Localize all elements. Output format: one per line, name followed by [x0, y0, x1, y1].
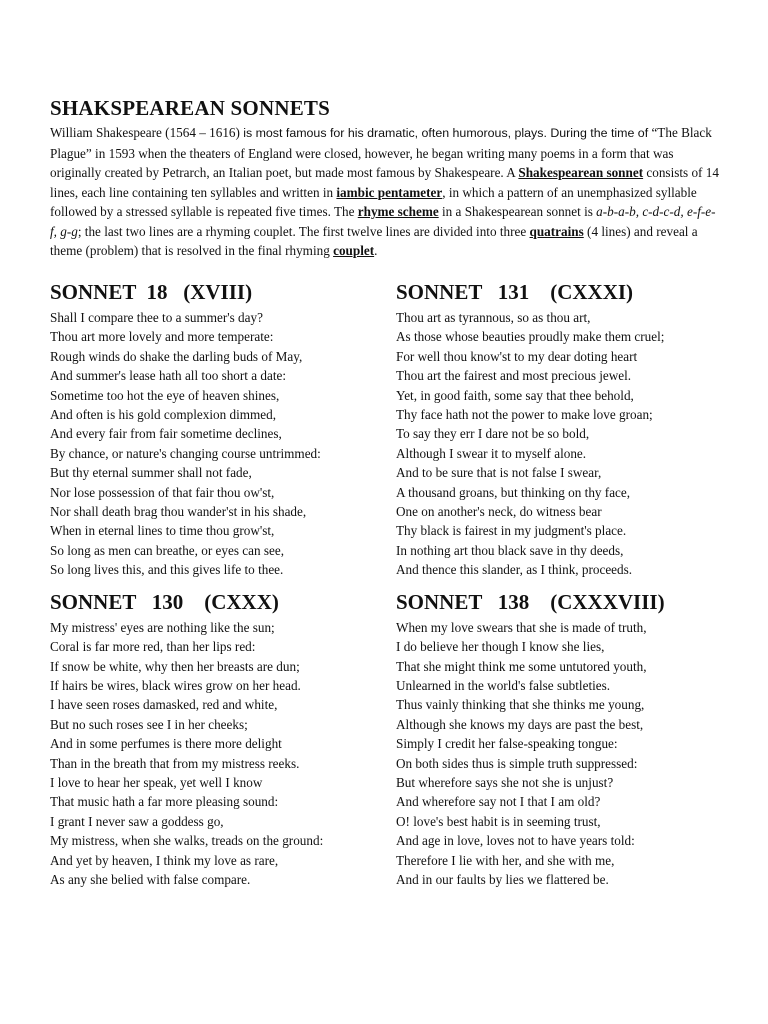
sonnet-line: Simply I credit her false-speaking tongue: [396, 736, 618, 752]
sonnet-line: I love to hear her speak, yet well I know [50, 774, 263, 790]
term-rhyme-scheme: rhyme scheme [357, 204, 439, 219]
sonnet-line: But thy eternal summer shall not fade, [50, 465, 252, 481]
intro-text-1: William Shakespeare (1564 – 1616) [50, 125, 244, 140]
term-shakespearean-sonnet: Shakespearean sonnet [518, 165, 644, 180]
sonnet-heading: SONNET 138 (CXXXVIII) [396, 589, 665, 614]
sonnet-line: I have seen roses damasked, red and white, [50, 697, 278, 713]
sonnet-line: And wherefore say not I that I am old? [396, 794, 601, 810]
sonnet-line: And to be sure that is not false I swear, [396, 465, 602, 481]
sonnet-line: When my love swears that she is made of truth, [396, 619, 647, 635]
sonnet-line: Coral is far more red, than her lips red: [50, 639, 256, 655]
sonnet-line: Thou art more lovely and more temperate: [50, 329, 274, 345]
sonnet-line: Thy face hath not the power to make love groan; [396, 407, 653, 423]
sonnet-line: O! love's best habit is in seeming trust, [396, 813, 601, 829]
sonnet-line: And age in love, loves not to have years told: [396, 833, 635, 849]
sonnet-line: In nothing art thou black save in thy deeds, [396, 542, 624, 558]
sonnet-line: Although I swear it to myself alone. [396, 445, 587, 461]
sonnet-line: Nor shall death brag thou wander'st in his shade, [50, 504, 307, 520]
sonnet-lines [396, 308, 740, 580]
sonnet-line: On both sides thus is simple truth suppressed: [396, 755, 638, 771]
sonnet-line: Unlearned in the world's false subtleties. [396, 677, 611, 693]
sonnet-line: Shall I compare thee to a summer's day? [50, 310, 263, 325]
sonnet-line: And often is his gold complexion dimmed, [50, 407, 276, 423]
sonnet-heading: SONNET 18 (XVIII) [50, 280, 253, 304]
intro-text-2: is most famous for his dramatic, often humorous, plays. During the time of [243, 126, 649, 140]
sonnet-line: That she might think me some untutored youth, [396, 658, 647, 674]
sonnet-lines [396, 618, 740, 890]
sonnet-line: And thence this slander, as I think, proceeds. [396, 562, 633, 578]
sonnet-line: Although she knows my days are past the best, [396, 716, 644, 732]
rhyme-scheme-pattern: a-b-a-b, c-d-c-d, e-f-e-f, g-g [50, 204, 716, 239]
sonnet-line: Therefore I lie with her, and she with me, [396, 852, 615, 868]
sonnet-line: Thy black is fairest in my judgment's place. [396, 523, 627, 539]
sonnet-line: And in some perfumes is there more delight [50, 736, 282, 752]
intro-text-5: , in which a pattern of an unemphasized syllable followed by a stressed syllable is repeated five times. The [50, 184, 697, 219]
sonnet-line: A thousand groans, but thinking on thy face, [396, 484, 631, 500]
sonnet-line: So long as men can breathe, or eyes can see, [50, 542, 284, 558]
intro-text-3: “The Black Plague” in 1593 when the theaters of England were closed, however, he began writing many poems in a form that was originally created by Petrarch, an Italian poet, but made most famous by Shakespeare. A [50, 125, 712, 180]
term-iambic-pentameter: iambic pentameter [336, 184, 443, 200]
sonnet-line: Sometime too hot the eye of heaven shines, [50, 387, 280, 403]
sonnet-line: Thou art as tyrannous, so as thou art, [396, 310, 591, 325]
sonnet-line: But no such roses see I in her cheeks; [50, 716, 248, 732]
sonnet-line: One on another's neck, do witness bear [396, 504, 602, 520]
sonnet-heading: SONNET 130 (CXXX) [50, 589, 279, 614]
sonnet-line: Rough winds do shake the darling buds of May, [50, 348, 303, 364]
sonnet-line: I grant I never saw a goddess go, [50, 813, 224, 829]
sonnet-line: Thou art the fairest and most precious jewel. [396, 368, 632, 384]
sonnets-grid [50, 280, 740, 889]
sonnet-line: For well thou know'st to my dear doting heart [396, 348, 638, 364]
sonnet-line: Thus vainly thinking that she thinks me young, [396, 697, 645, 713]
sonnet-line: When in eternal lines to time thou grow'st, [50, 523, 275, 539]
sonnet-line: If hairs be wires, black wires grow on her head. [50, 677, 301, 693]
sonnet-131 [396, 280, 740, 580]
sonnet-line: My mistress' eyes are nothing like the sun; [50, 619, 275, 635]
sonnet-line: Yet, in good faith, some say that thee behold, [396, 387, 634, 403]
sonnet-138 [396, 590, 740, 890]
sonnet-line: If snow be white, why then her breasts are dun; [50, 658, 300, 674]
intro-text-4: consists of 14 lines, each line containing ten syllables and written in [50, 165, 719, 200]
intro-paragraph [50, 123, 720, 261]
intro-text-8: (4 lines) and reveal a theme (problem) that is resolved in the final rhyming [50, 223, 698, 258]
sonnet-line: And yet by heaven, I think my love as rare, [50, 852, 279, 868]
sonnet-line: But wherefore says she not she is unjust? [396, 774, 614, 790]
sonnet-line: As any she belied with false compare. [50, 871, 251, 887]
document-page [50, 96, 720, 261]
sonnet-heading: SONNET 131 (CXXXI) [396, 280, 634, 304]
intro-text-9: . [374, 243, 378, 258]
sonnet-line: As those whose beauties proudly make them cruel; [396, 329, 665, 345]
sonnet-line: So long lives this, and this gives life to thee. [50, 562, 284, 578]
sonnet-line: And summer's lease hath all too short a date: [50, 368, 287, 384]
sonnet-line: That music hath a far more pleasing sound: [50, 794, 279, 810]
term-couplet: couplet [333, 243, 375, 258]
sonnet-line: Nor lose possession of that fair thou ow'st, [50, 484, 275, 500]
sonnet-line: And in our faults by lies we flattered be. [396, 871, 609, 887]
page-title: SHAKSPEAREAN SONNETS [50, 96, 330, 120]
term-quatrains: quatrains [529, 223, 584, 239]
sonnet-line: And every fair from fair sometime declines, [50, 426, 282, 442]
sonnet-130 [50, 590, 396, 890]
sonnet-lines [50, 308, 396, 580]
sonnet-line: I do believe her though I know she lies, [396, 639, 605, 655]
sonnet-line: My mistress, when she walks, treads on the ground: [50, 833, 324, 849]
sonnet-lines [50, 618, 396, 890]
sonnet-line: By chance, or nature's changing course untrimmed: [50, 445, 321, 461]
sonnet-18 [50, 280, 396, 580]
sonnet-line: Than in the breath that from my mistress reeks. [50, 755, 300, 771]
sonnet-line: To say they err I dare not be so bold, [396, 426, 590, 442]
intro-text-7: ; the last two lines are a rhyming couplet. The first twelve lines are divided into three [77, 223, 530, 239]
intro-text-6: in a Shakespearean sonnet is [438, 204, 597, 219]
